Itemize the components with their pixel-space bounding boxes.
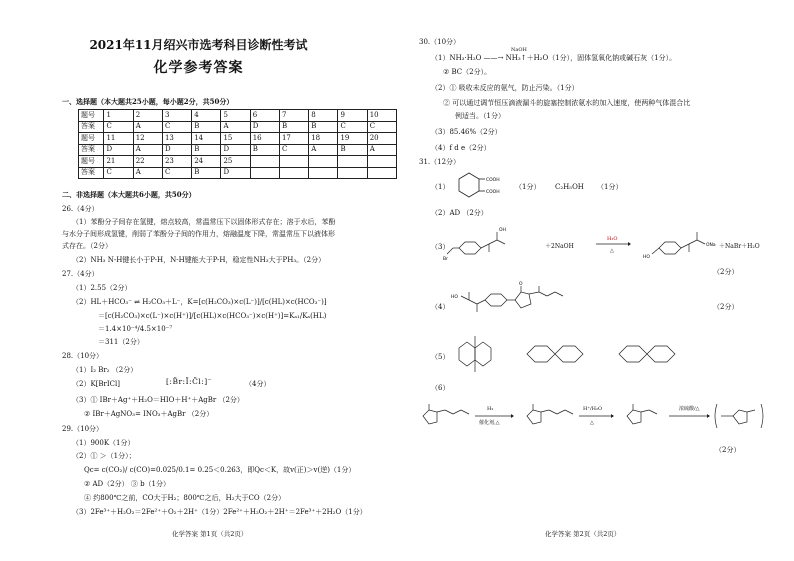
- q31-1-score-2: （1分）: [597, 183, 623, 191]
- answer-key-title: 化学参考答案: [153, 60, 244, 76]
- answer-table-cell: C: [279, 144, 308, 156]
- answer-table-cell: B: [192, 121, 221, 133]
- isomer-structure-2: [523, 340, 595, 370]
- answer-table-row-header: 答案: [79, 167, 104, 179]
- answer-table-cell: 4: [192, 110, 221, 122]
- answer-table-row: [79, 167, 397, 179]
- ona-label: ONa: [706, 243, 716, 248]
- q30-2-2-line1: ② 可以通过调节恒压滴液漏斗的旋塞控制浓氨水的加入速度，使两种气体混合比: [443, 99, 691, 107]
- answer-table-cell: [309, 167, 338, 179]
- answer-table-cell: 15: [221, 133, 250, 145]
- answer-table-row: [79, 110, 397, 122]
- q31-3-reagent: ＋2NaOH: [545, 243, 574, 250]
- answer-table-cell: 20: [367, 133, 396, 145]
- answer-table-cell: 11: [104, 133, 133, 145]
- answer-table-cell: 17: [279, 133, 308, 145]
- bromomethyl-aryl-acid-structure: [443, 222, 529, 264]
- answer-table: [78, 109, 397, 179]
- answer-table-cell: 24: [192, 156, 221, 168]
- q30-1-1: （1）NH₃·H₂O ——→ NH₃↑＋H₂O（1分），固体氢氧化钠或碱石灰（1分）。: [431, 54, 677, 62]
- cooh-label-2: COOH: [486, 190, 500, 195]
- q29-2-1: （2）① ＞（1分）；: [72, 452, 136, 460]
- isomer-structure-1: [453, 332, 501, 378]
- answer-table-row: [79, 156, 397, 168]
- answer-table-row-header: 题号: [79, 133, 104, 145]
- answer-table-cell: B: [192, 167, 221, 179]
- answer-table-cell: B: [192, 144, 221, 156]
- q31-3-cond-bottom: △: [610, 248, 614, 254]
- oh-label-1: OH: [499, 228, 506, 233]
- q27-2-line1: （2）HL＋HCO₃⁻ ⇌ H₂CO₃＋L⁻，K=[c(H₂CO₃)×c(L⁻)]/[c(HL)×c(HCO₃⁻)]: [72, 298, 327, 306]
- cooh-label-1: COOH: [486, 178, 500, 183]
- q31-1-label: （1）: [431, 183, 450, 191]
- answer-table-cell: D: [162, 144, 191, 156]
- answer-table-cell: 7: [279, 110, 308, 122]
- answer-table-cell: B: [279, 121, 308, 133]
- answer-table-cell: [250, 167, 279, 179]
- answer-table-cell: 6: [250, 110, 279, 122]
- q31-3-products: ＋NaBr＋H₂O: [719, 243, 760, 250]
- q31-2: （2）AD （2分）: [431, 209, 488, 217]
- q26-heading: 26.（4分）: [62, 205, 99, 213]
- o-label-1: O: [519, 282, 523, 287]
- answer-table-cell: [338, 156, 367, 168]
- answer-table-cell: [338, 167, 367, 179]
- page-2: [397, 0, 794, 561]
- q31-4-score: （2分）: [713, 303, 739, 311]
- lewis-structure: [:B̈r:Ï:C̈l:]⁻: [166, 377, 213, 386]
- answer-table-cell: C: [162, 167, 191, 179]
- answer-table-cell: [367, 167, 396, 179]
- q30-2-2-line2: 例适当。（1分）: [455, 112, 505, 120]
- q29-1: （1）900K（1分）: [72, 439, 135, 447]
- q27-1: （1）2.55（2分）: [72, 284, 132, 292]
- answer-table-cell: C: [104, 167, 133, 179]
- q29-heading: 29.（10分）: [62, 425, 104, 433]
- q26-1-line3: 式存在。（2分）: [62, 242, 112, 250]
- footer-page-2: 化学答案 第2页（共2页）: [545, 530, 621, 538]
- answer-table-cell: A: [133, 144, 162, 156]
- answer-table-cell: A: [133, 121, 162, 133]
- q27-2-line4: ＝311（2分）: [98, 338, 144, 346]
- route-reagent-1: H₂: [487, 406, 494, 412]
- q31-1-formula: C₂H₅OH: [555, 183, 584, 191]
- answer-table-cell: C: [162, 121, 191, 133]
- answer-table-cell: A: [309, 144, 338, 156]
- q27-heading: 27.（4分）: [62, 270, 99, 278]
- answer-table-row-header: 答案: [79, 144, 104, 156]
- q30-1-2: ② BC（2分）。: [443, 68, 492, 76]
- answer-table-cell: 18: [309, 133, 338, 145]
- q31-4-label: （4）: [431, 303, 450, 311]
- answer-table-cell: C: [104, 121, 133, 133]
- answer-table-cell: 16: [250, 133, 279, 145]
- q31-1-score-1: （1分）: [515, 183, 541, 191]
- section1-heading: 一、选择题（本大题共25小题，每小题2分，共50分）: [62, 97, 234, 106]
- answer-table-cell: 19: [338, 133, 367, 145]
- q26-1-line1: （1）苯酚分子间存在氢键，熔点较高，常温常压下以固体形式存在；溶于水后，苯酚: [72, 218, 336, 226]
- q28-2-score: （4分）: [245, 380, 271, 388]
- q30-arrow-label: NaOH: [511, 47, 527, 53]
- synthesis-route: [417, 396, 787, 438]
- q26-2: （2）NH₃ N-H键长小于P-H，N-H键能大于P-H，稳定性NH₃大于PH₃。（2分）: [72, 256, 326, 264]
- footer-page-1: 化学答案 第1页（共2页）: [172, 530, 248, 538]
- q26-1-line2: 与水分子间形成氢键，削弱了苯酚分子间的作用力，熔融温度下降，常温常压下以液体形: [62, 230, 335, 238]
- answer-table-row-header: 答案: [79, 121, 104, 133]
- answer-table-cell: B: [250, 144, 279, 156]
- answer-table-cell: 3: [162, 110, 191, 122]
- route-cond-2: △: [590, 420, 594, 426]
- answer-table-cell: [279, 167, 308, 179]
- section2-heading: 二、非选择题（本大题共6小题，共50分）: [62, 190, 196, 199]
- q28-heading: 28.（10分）: [62, 352, 104, 360]
- q29-2-qc: Qc= c(CO₂)/ c(CO)=0.025/0.1= 0.25＜0.263，即Qc＜K，故v(正)＞v(逆)（1分）: [84, 466, 356, 474]
- q30-3: （3）85.46%（2分）: [431, 128, 502, 136]
- route-cond-1: 催化剂,△: [479, 420, 500, 426]
- answer-table-cell: 14: [192, 133, 221, 145]
- q27-2-line3: ＝1.4×10⁻⁴/4.5×10⁻⁷: [98, 325, 173, 333]
- answer-table-cell: B: [309, 121, 338, 133]
- answer-table-cell: A: [221, 121, 250, 133]
- q28-2: （2）K[BrICl]: [72, 380, 120, 388]
- answer-table-cell: [367, 156, 396, 168]
- cyclohexane-dicarboxylic-acid-structure: [449, 170, 507, 204]
- q27-2-line2: ＝[c(H₂CO₃)×c(L⁻)×c(H⁺)]/[c(HL)×c(HCO₃⁻)×c(H⁺)]=Kₐ₁/Kₐ(HL): [98, 312, 327, 320]
- answer-table-cell: [279, 156, 308, 168]
- answer-table-cell: 1: [104, 110, 133, 122]
- ester-product-structure: [451, 280, 601, 324]
- answer-table-cell: C: [367, 121, 396, 133]
- q30-4: （4）f d e（2分）: [431, 144, 491, 152]
- answer-table-cell: 2: [133, 110, 162, 122]
- route-reagent-3: 浓硫酸/△: [679, 406, 700, 412]
- answer-table-cell: 13: [162, 133, 191, 145]
- answer-table-cell: A: [367, 144, 396, 156]
- q29-2-4: ④ 约800℃之前，CO大于H₂；800℃之后，H₂大于CO（2分）: [84, 494, 286, 502]
- answer-table-cell: D: [104, 144, 133, 156]
- route-reagent-2: H⁺/H₂O: [583, 406, 603, 412]
- q28-3-1: （3）① IBr＋Ag⁺＋H₂O＝HIO＋H⁺＋AgBr （2分）: [72, 396, 244, 404]
- q28-3-2: ② IBr＋AgNO₃= INO₃＋AgBr （2分）: [84, 410, 214, 418]
- answer-table-cell: [309, 156, 338, 168]
- answer-table-cell: 12: [133, 133, 162, 145]
- q31-heading: 31.（12分）: [419, 158, 461, 166]
- q29-2-2: ② AD（2分） ③ b（1分）: [84, 480, 171, 488]
- answer-table-row-header: 题号: [79, 156, 104, 168]
- answer-table-cell: B: [338, 144, 367, 156]
- answer-table-cell: D: [221, 144, 250, 156]
- answer-table-cell: D: [250, 121, 279, 133]
- isomer-structure-3: [615, 340, 687, 370]
- answer-table-cell: D: [221, 167, 250, 179]
- q31-3-label: （3）: [431, 243, 450, 251]
- answer-table-cell: 5: [221, 110, 250, 122]
- answer-table-cell: 25: [221, 156, 250, 168]
- q31-5-label: （5）: [431, 353, 450, 361]
- q31-3-score: （2分）: [713, 268, 739, 276]
- q31-6-label: （6）: [431, 384, 450, 392]
- q29-3: （3）2Fe³⁺＋H₂O₂＝2Fe²⁺＋O₂＋2H⁺（1分）2Fe²⁺＋H₂O₂＋2H⁺＝2Fe³⁺＋2H₂O（1分）: [72, 508, 367, 516]
- reaction-arrow-1: [595, 241, 631, 247]
- answer-table-cell: [250, 156, 279, 168]
- q31-6-score: （2分）: [715, 446, 741, 454]
- br-label: Br: [443, 257, 448, 262]
- ho-label-1: HO: [643, 255, 650, 260]
- answer-table-cell: 21: [104, 156, 133, 168]
- q31-3-cond-top: H₂O: [607, 236, 618, 242]
- answer-table-row: [79, 121, 397, 133]
- answer-table-row-header: 题号: [79, 110, 104, 122]
- answer-table-cell: 9: [338, 110, 367, 122]
- answer-table-cell: 23: [162, 156, 191, 168]
- answer-table-row: [79, 133, 397, 145]
- answer-table-row: [79, 144, 397, 156]
- exam-title: 2021年11月绍兴市选考科目诊断性考试: [89, 38, 308, 52]
- answer-table-cell: 8: [309, 110, 338, 122]
- answer-table-cell: 22: [133, 156, 162, 168]
- q30-heading: 30.（10分）: [419, 38, 461, 46]
- ho-label-2: HO: [451, 295, 458, 300]
- q30-2-1: （2）① 吸收未反应的氨气，防止污染。（1分）: [431, 84, 579, 92]
- answer-table-cell: C: [338, 121, 367, 133]
- q28-1: （1）I₂ Br₂ （2分）: [72, 366, 138, 374]
- answer-table-cell: 10: [367, 110, 396, 122]
- answer-table-cell: A: [133, 167, 162, 179]
